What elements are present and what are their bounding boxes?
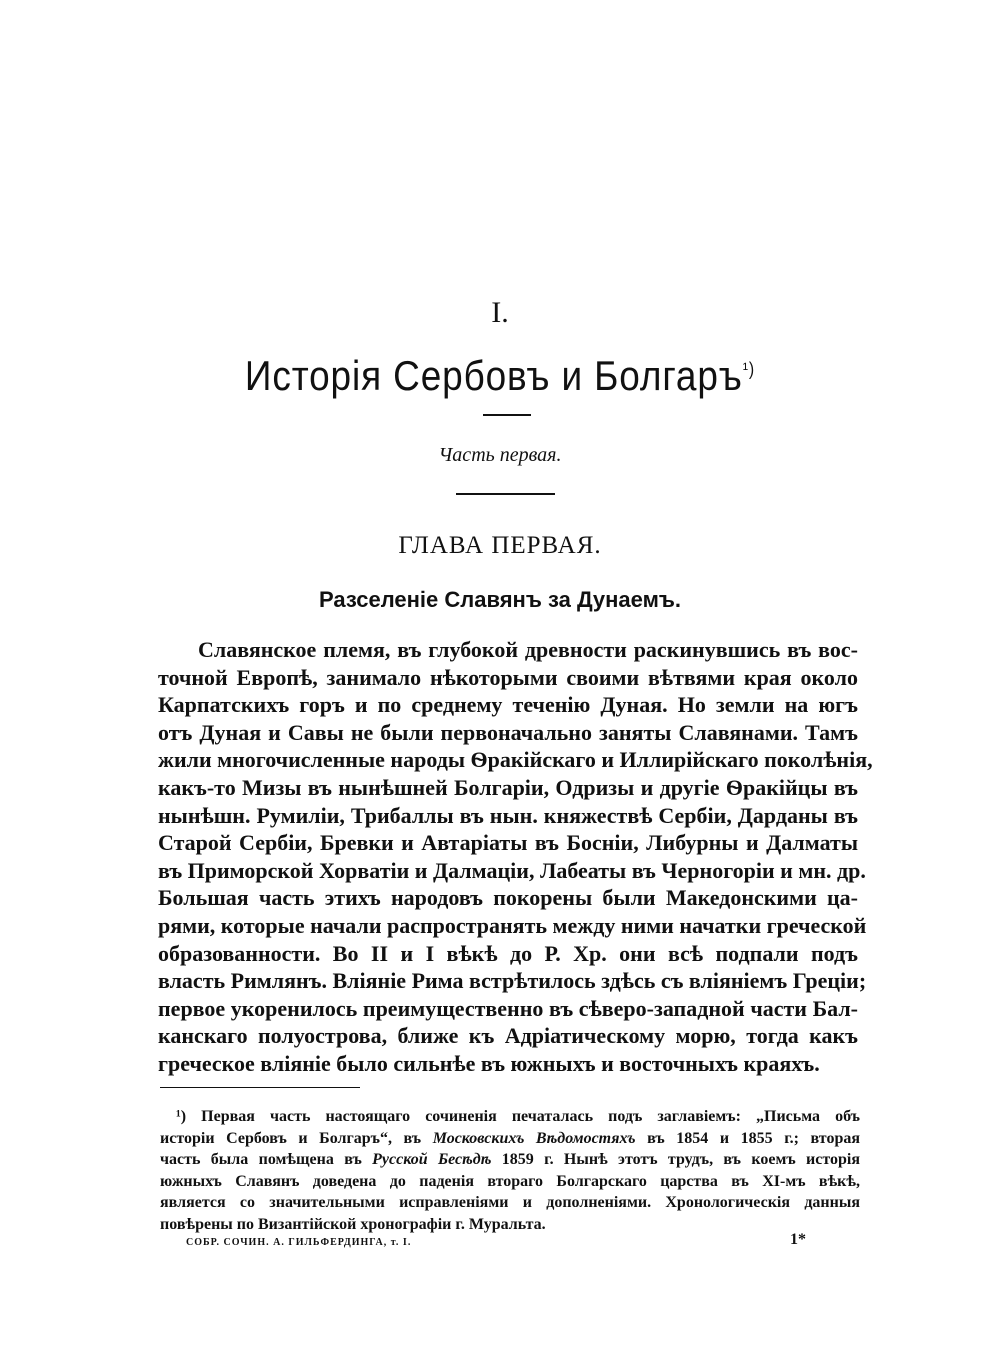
chapter-roman-numeral: I. — [491, 296, 509, 329]
part-divider — [456, 493, 555, 495]
title-text: Исторія Сербовъ и Болгаръ — [244, 352, 743, 399]
body-line: Карпатскихъ горъ и по среднему теченію Дуная. Но земли на югъ — [158, 692, 858, 718]
body-line: отъ Дуная и Савы не были первоначально заняты Славянами. Тамъ — [158, 719, 858, 745]
body-line: образованности. Во II и I вѣкѣ до Р. Хр. они всѣ подпали подъ — [158, 940, 858, 966]
footnote-line — [160, 1149, 860, 1171]
section-heading: Разселеніе Славянъ за Дунаемъ. — [318, 587, 682, 612]
body-line: канскаго полуострова, ближе къ Адріатическому морю, тогда какъ — [158, 1023, 858, 1049]
body-line: Большая часть этихъ народовъ покорены были Македонскими ца- — [158, 885, 858, 911]
body-line: точной Европѣ, занимало нѣкоторыми своими вѣтвями края около — [158, 664, 858, 690]
footnote-text: часть была помѣщена въ — [160, 1151, 373, 1168]
part-heading: Часть первая. — [438, 444, 562, 466]
body-line: нынѣшн. Румиліи, Трибаллы въ нын. княжествѣ Сербіи, Дарданы въ — [158, 802, 858, 828]
body-line: въ Приморской Хорватіи и Далмаціи, Лабеаты въ Черногоріи и мн. др. — [158, 857, 866, 883]
footnote-italic-source: Московскихъ Вѣдомостяхъ — [432, 1129, 636, 1147]
title-divider — [483, 414, 531, 416]
footnote-line: является со значительными исправленіями и дополненіями. Хронологическія данныя — [160, 1194, 860, 1211]
sheet-mark: 1* — [790, 1231, 806, 1248]
body-line: Старой Сербіи, Бревки и Автаріаты въ Босніи, Либурны и Далматы — [158, 830, 858, 856]
body-line: власть Римлянъ. Вліяніе Рима встрѣтилось здѣсь съ вліяніемъ Греціи; — [158, 968, 867, 994]
printer-signature: СОБР. СОЧИН. А. ГИЛЬФЕРДИНГА, т. I. — [186, 1237, 412, 1248]
body-paragraph — [158, 636, 873, 1078]
footnote-text: 1859 г. Нынѣ этотъ трудъ, въ коемъ исторія — [491, 1151, 860, 1168]
footnote — [160, 1106, 860, 1235]
body-line: первое укоренилось преимущественно въ сѣверо-западной части Бал- — [158, 995, 858, 1021]
footnote-line: южныхъ Славянъ доведена до паденія втораго Болгарскаго царства въ XI-мъ вѣкѣ, — [160, 1172, 860, 1190]
footnote-italic-source: Русской Бесѣдѣ — [372, 1151, 492, 1168]
footnote-divider — [160, 1087, 360, 1088]
footnote-text: исторіи Сербовъ и Болгаръ“, въ — [160, 1129, 433, 1147]
body-line: рями, которые начали распространять между ними начатки греческой — [158, 912, 867, 938]
footnote-line: ¹) Первая часть настоящаго сочиненія печаталась подъ заглавіемъ: „Письма объ — [176, 1108, 860, 1125]
body-line: Славянское племя, въ глубокой древности раскинувшись въ вос- — [198, 637, 858, 662]
body-line: греческое вліяніе было сильнѣе въ южныхъ и восточныхъ краяхъ. — [158, 1050, 820, 1076]
chapter-heading: ГЛАВА ПЕРВАЯ. — [398, 532, 602, 559]
footnote-line — [160, 1128, 860, 1150]
footnote-line: повѣрены по Византійской хронографіи г. Муральта. — [160, 1215, 546, 1233]
title-footnote-mark: ¹) — [742, 359, 756, 379]
footnote-text: въ 1854 и 1855 г.; вторая — [635, 1129, 861, 1147]
page-title — [60, 352, 940, 400]
body-line: какъ-то Мизы въ нынѣшней Болгаріи, Одризы и другіе Ѳракійцы въ — [158, 774, 858, 800]
body-line: жили многочисленные народы Ѳракійскаго и Иллирійскаго поколѣнія, — [158, 747, 873, 773]
